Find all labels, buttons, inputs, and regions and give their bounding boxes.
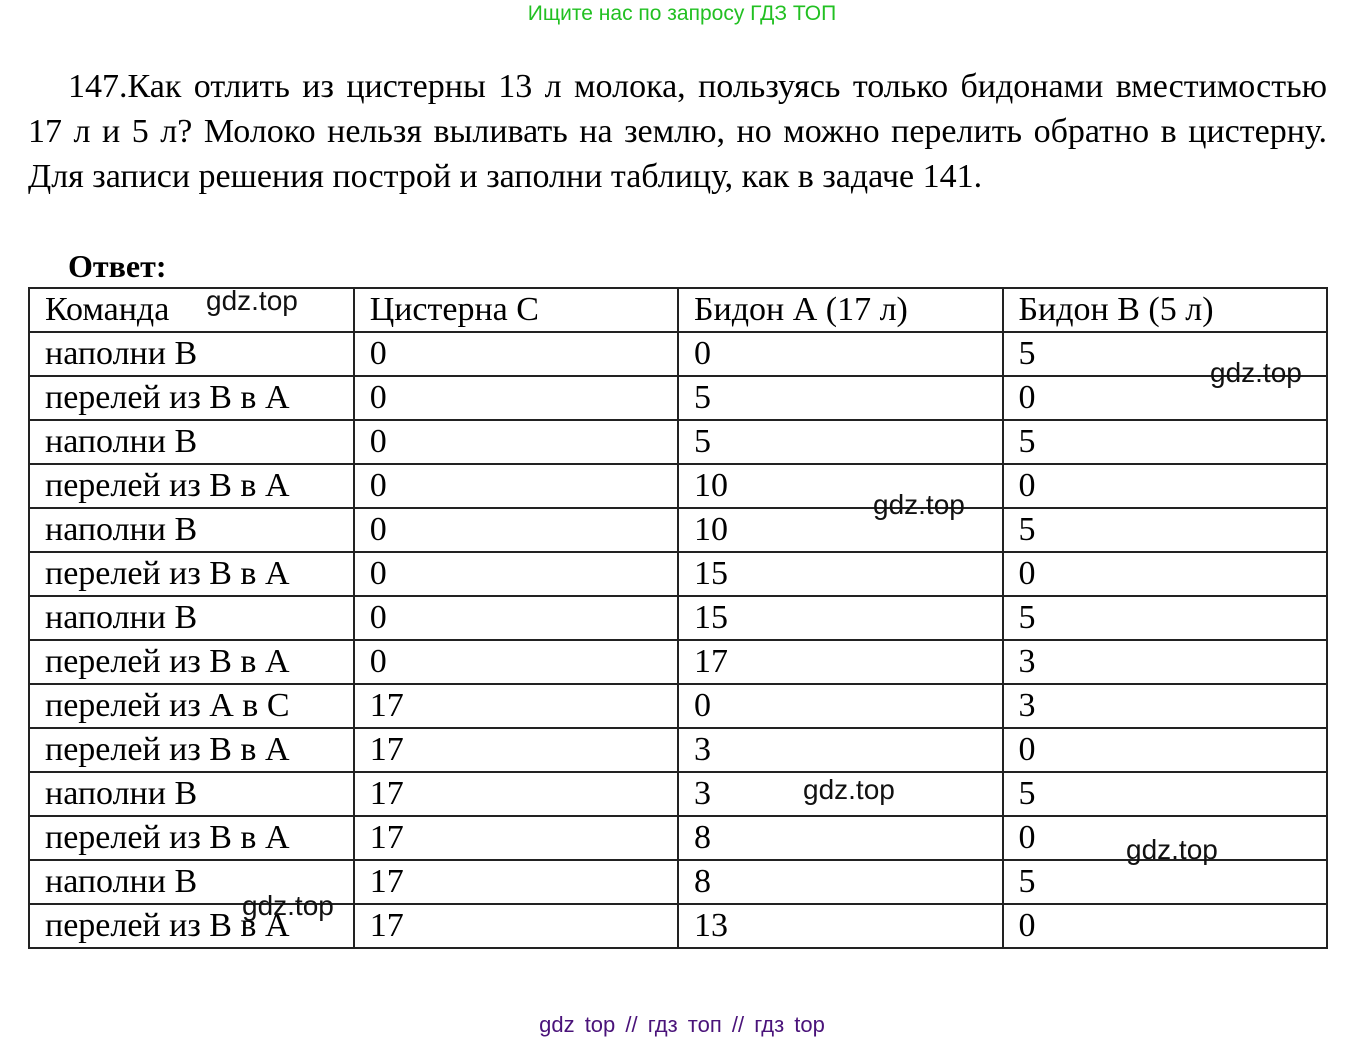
- cell-can-b: 5: [1003, 420, 1327, 464]
- cell-tank-c: 17: [354, 772, 678, 816]
- watermark: gdz.top: [803, 774, 895, 805]
- table-row: [29, 684, 1327, 728]
- cell-command: перелей из В в А: [29, 464, 354, 508]
- cell-tank-c: 17: [354, 728, 678, 772]
- cell-can-b: 5: [1003, 596, 1327, 640]
- cell-command: наполни В: [29, 860, 354, 904]
- cell-can-a: 13: [678, 904, 1003, 948]
- cell-command: перелей из А в С: [29, 684, 354, 728]
- cell-tank-c: 17: [354, 860, 678, 904]
- table-row: [29, 904, 1327, 948]
- cell-can-a: 15: [678, 596, 1003, 640]
- cell-can-b: 0: [1003, 552, 1327, 596]
- cell-command: наполни В: [29, 332, 354, 376]
- cell-can-a: 0: [678, 332, 1003, 376]
- cell-can-b: 0: [1003, 816, 1327, 860]
- cell-can-b: 3: [1003, 684, 1327, 728]
- table-row: [29, 332, 1327, 376]
- cell-command: наполни В: [29, 420, 354, 464]
- cell-can-b: 5: [1003, 860, 1327, 904]
- header-command: Команда: [29, 288, 354, 332]
- watermark: gdz.top: [1126, 834, 1218, 865]
- cell-can-b: 0: [1003, 464, 1327, 508]
- cell-can-b: 5: [1003, 508, 1327, 552]
- cell-can-b: 0: [1003, 376, 1327, 420]
- cell-tank-c: 0: [354, 508, 678, 552]
- table-row: [29, 772, 1327, 816]
- watermark: gdz.top: [873, 489, 965, 520]
- cell-can-b: 0: [1003, 904, 1327, 948]
- cell-can-a: 10: [678, 508, 1003, 552]
- cell-can-a: 8: [678, 816, 1003, 860]
- cell-command: наполни В: [29, 596, 354, 640]
- cell-command: перелей из В в А: [29, 816, 354, 860]
- header-can-a: Бидон А (17 л): [678, 288, 1003, 332]
- cell-can-a: 0: [678, 684, 1003, 728]
- cell-command: перелей из В в А: [29, 640, 354, 684]
- cell-can-b: 5: [1003, 332, 1327, 376]
- cell-can-b: 0: [1003, 728, 1327, 772]
- cell-can-b: 5: [1003, 772, 1327, 816]
- cell-tank-c: 0: [354, 552, 678, 596]
- answer-label: Ответ:: [68, 248, 167, 284]
- watermark: gdz.top: [242, 890, 334, 921]
- cell-command: перелей из В в А: [29, 552, 354, 596]
- table-row: [29, 640, 1327, 684]
- problem-statement: 147.Как отлить из цистерны 13 л молока, пользуясь только бидонами вместимостью 17 л и 5 л? Молоко нельзя выливать на землю, но можно перелить обратно в цистерну. Для записи решения построй и заполни таблицу, как в задаче 141.: [28, 68, 1327, 195]
- cell-can-a: 3: [678, 728, 1003, 772]
- cell-command: наполни В: [29, 772, 354, 816]
- table-row: [29, 860, 1327, 904]
- cell-can-a: 10: [678, 464, 1003, 508]
- cell-tank-c: 0: [354, 332, 678, 376]
- cell-can-a: 15: [678, 552, 1003, 596]
- cell-command: наполни В: [29, 508, 354, 552]
- watermark: gdz.top: [1210, 357, 1302, 388]
- table-row: [29, 376, 1327, 420]
- table-row: [29, 596, 1327, 640]
- cell-tank-c: 0: [354, 640, 678, 684]
- cell-can-a: 5: [678, 376, 1003, 420]
- cell-tank-c: 17: [354, 684, 678, 728]
- cell-command: перелей из В в А: [29, 728, 354, 772]
- table-row: [29, 552, 1327, 596]
- cell-tank-c: 17: [354, 816, 678, 860]
- footer-links: gdz top // гдз топ // гдз top: [539, 1012, 825, 1037]
- cell-tank-c: 0: [354, 376, 678, 420]
- cell-command: перелей из В в А: [29, 376, 354, 420]
- cell-tank-c: 0: [354, 596, 678, 640]
- table-row: [29, 728, 1327, 772]
- cell-command: перелей из В в А: [29, 904, 354, 948]
- cell-can-a: 17: [678, 640, 1003, 684]
- table-row: [29, 420, 1327, 464]
- search-hint-banner: Ищите нас по запросу ГДЗ ТОП: [527, 2, 837, 25]
- cell-can-a: 5: [678, 420, 1003, 464]
- header-tank-c: Цистерна С: [354, 288, 678, 332]
- cell-can-b: 3: [1003, 640, 1327, 684]
- watermark: gdz.top: [206, 285, 298, 316]
- cell-tank-c: 17: [354, 904, 678, 948]
- table-row: [29, 508, 1327, 552]
- table-row: [29, 464, 1327, 508]
- cell-can-a: 8: [678, 860, 1003, 904]
- cell-tank-c: 0: [354, 420, 678, 464]
- cell-can-a: 3: [678, 772, 1003, 816]
- header-can-b: Бидон В (5 л): [1003, 288, 1327, 332]
- cell-tank-c: 0: [354, 464, 678, 508]
